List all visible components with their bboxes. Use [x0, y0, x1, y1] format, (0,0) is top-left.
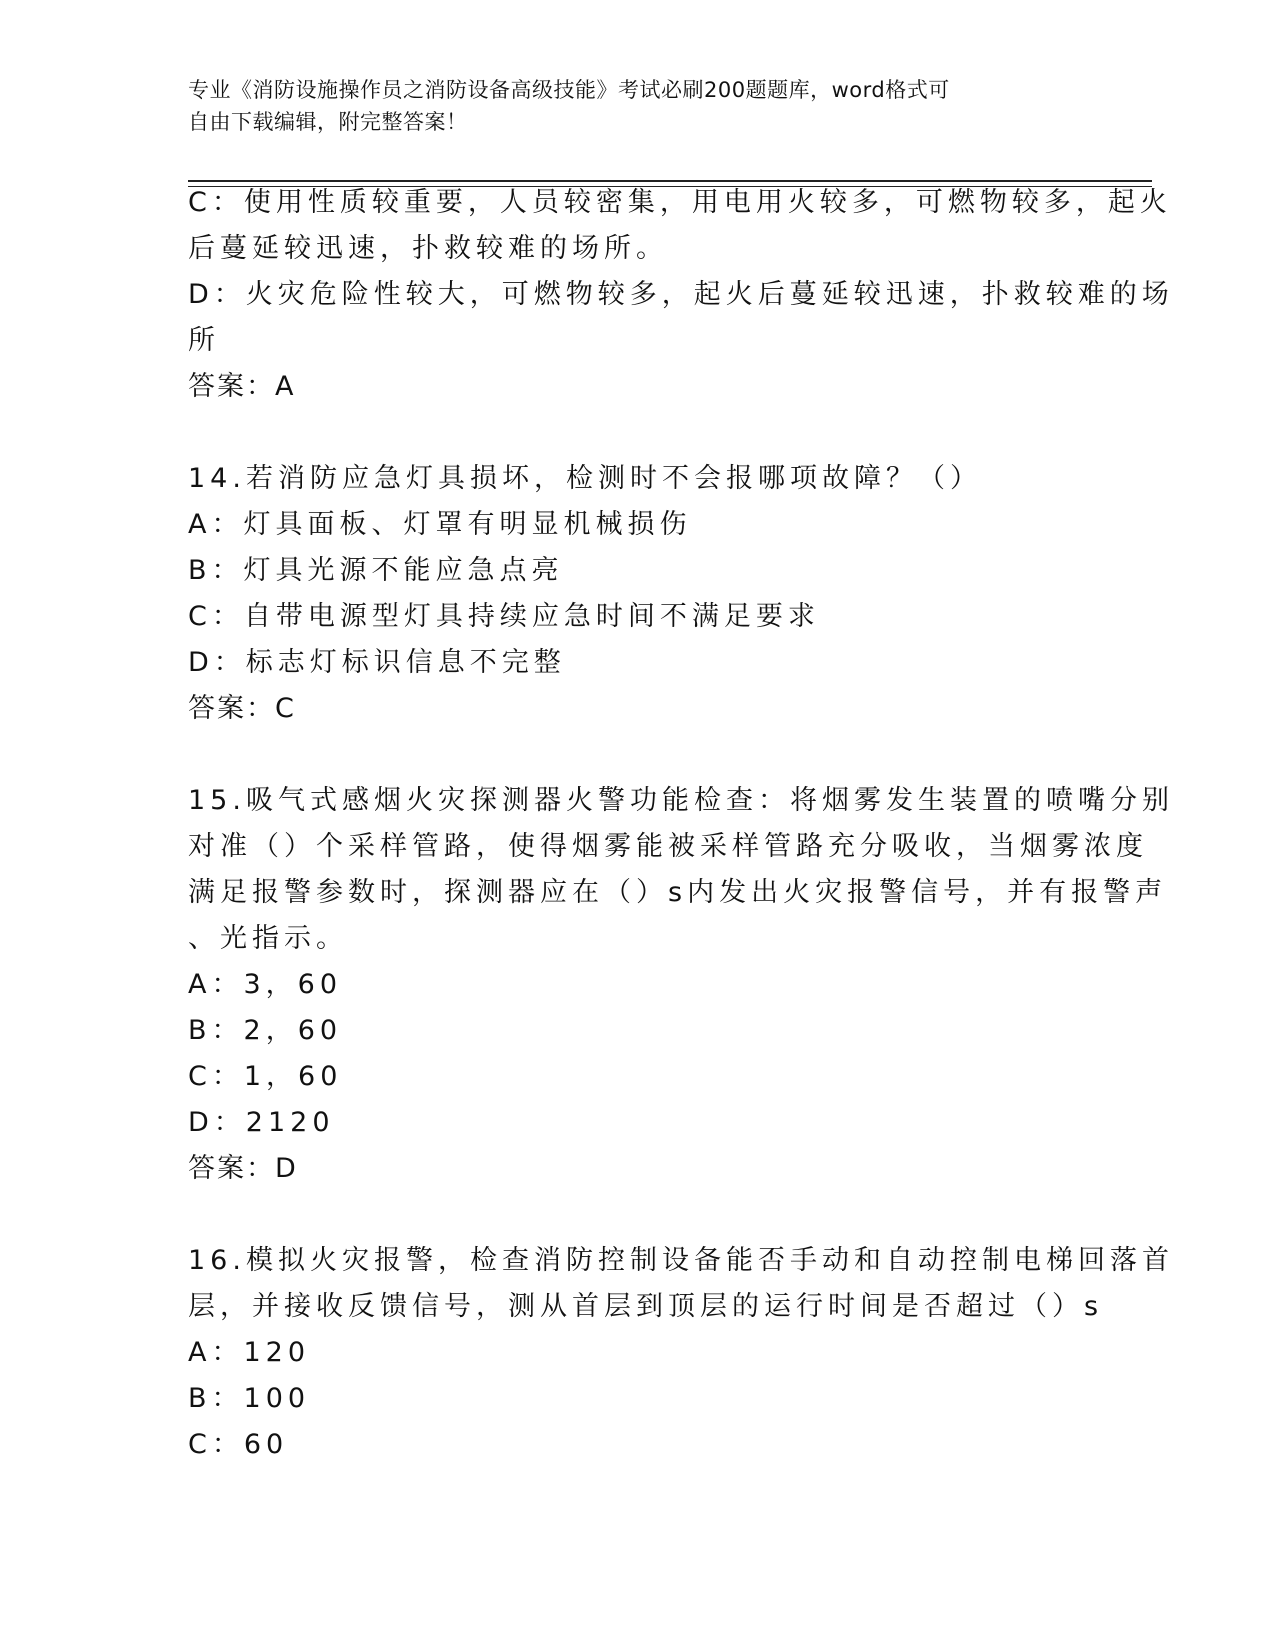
question-content — [188, 180, 1174, 1468]
header-line-1: 专业《消防设施操作员之消防设备高级技能》考试必刷200题题库，word格式可 — [188, 78, 950, 102]
question-stem: 14.若消防应急灯具损坏，检测时不会报哪项故障？（） — [188, 463, 982, 494]
option-b: B：2，60 — [188, 1015, 343, 1046]
spacer — [188, 732, 1088, 778]
option-d: D：火灾危险性较大，可燃物较多，起火后蔓延较迅速，扑救较难的场 — [188, 279, 1174, 310]
option-c: C：自带电源型灯具持续应急时间不满足要求 — [188, 601, 820, 632]
question-stem-line-2: 层，并接收反馈信号，测从首层到顶层的运行时间是否超过（）s — [188, 1291, 1104, 1322]
spacer — [188, 410, 1088, 456]
option-b: B：灯具光源不能应急点亮 — [188, 555, 564, 586]
option-d: D：2120 — [188, 1107, 335, 1138]
option-c: C：使用性质较重要，人员较密集，用电用火较多，可燃物较多，起火 — [188, 187, 1172, 218]
question-13-continuation — [188, 180, 1174, 410]
question-stem-line-1: 16.模拟火灾报警，检查消防控制设备能否手动和自动控制电梯回落首 — [188, 1245, 1174, 1276]
question-16 — [188, 1238, 1174, 1468]
option-d-continued: 所 — [188, 325, 220, 356]
option-a: A：灯具面板、灯罩有明显机械损伤 — [188, 509, 692, 540]
question-stem-line-4: 、光指示。 — [188, 923, 348, 954]
answer: 答案：C — [188, 693, 296, 724]
header-line-2: 自由下载编辑，附完整答案！ — [188, 110, 468, 134]
option-c-continued: 后蔓延较迅速，扑救较难的场所。 — [188, 233, 668, 264]
option-a: A：3，60 — [188, 969, 343, 1000]
option-a: A：120 — [188, 1337, 311, 1368]
question-14 — [188, 456, 1088, 732]
option-c: C：60 — [188, 1429, 289, 1460]
page-header — [188, 74, 1088, 138]
question-15 — [188, 778, 1174, 1192]
spacer — [188, 1192, 1088, 1238]
question-stem-line-1: 15.吸气式感烟火灾探测器火警功能检查：将烟雾发生装置的喷嘴分别 — [188, 785, 1174, 816]
answer: 答案：A — [188, 371, 296, 402]
answer: 答案：D — [188, 1153, 298, 1184]
option-b: B：100 — [188, 1383, 311, 1414]
question-stem-line-2: 对准（）个采样管路，使得烟雾能被采样管路充分吸收，当烟雾浓度 — [188, 831, 1148, 862]
question-stem-line-3: 满足报警参数时，探测器应在（）s内发出火灾报警信号，并有报警声 — [188, 877, 1168, 908]
option-d: D：标志灯标识信息不完整 — [188, 647, 566, 678]
option-c: C：1，60 — [188, 1061, 343, 1092]
